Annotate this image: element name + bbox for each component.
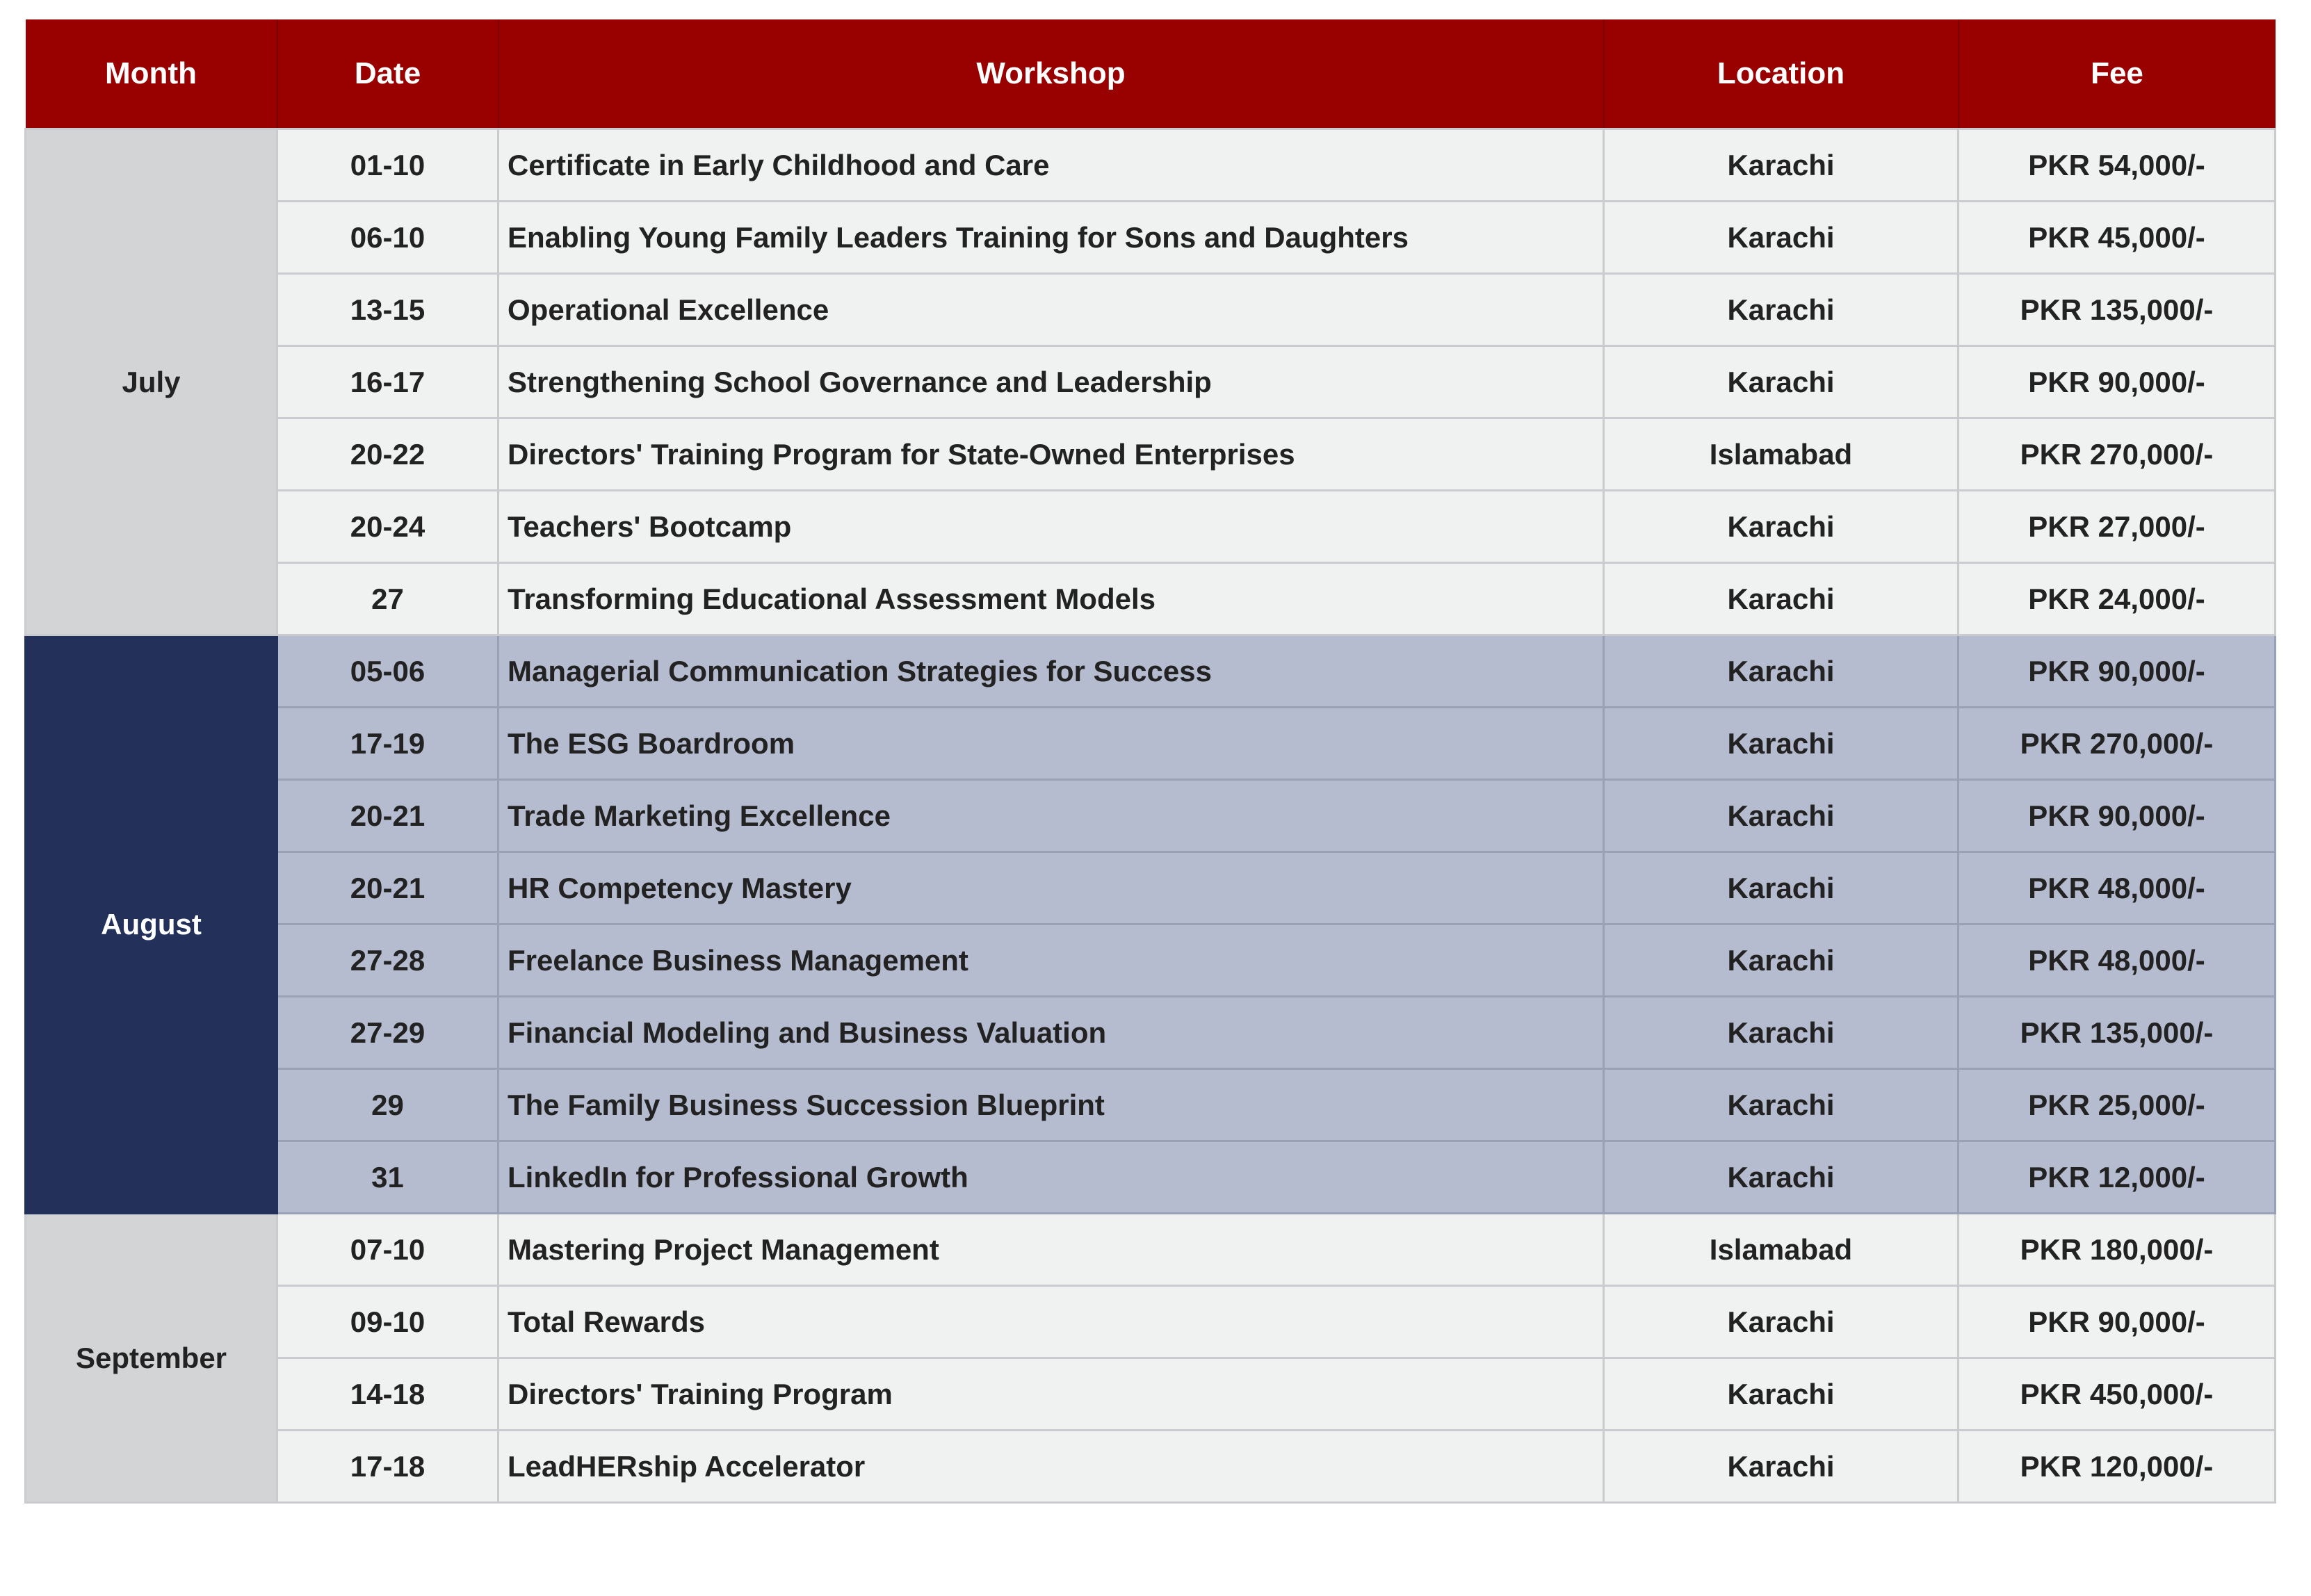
month-cell: July (26, 129, 277, 635)
workshop-cell: Mastering Project Management (498, 1214, 1604, 1286)
table-row (26, 852, 2276, 925)
date-cell: 17-19 (277, 708, 498, 780)
date-cell: 17-18 (277, 1431, 498, 1503)
table-row (26, 997, 2276, 1069)
workshop-cell: Transforming Educational Assessment Models (498, 563, 1604, 635)
workshop-cell: Financial Modeling and Business Valuation (498, 997, 1604, 1069)
date-cell: 13-15 (277, 274, 498, 346)
table-row (26, 780, 2276, 852)
table-row (26, 1069, 2276, 1141)
schedule-table (24, 19, 2276, 1504)
workshop-cell: Teachers' Bootcamp (498, 491, 1604, 563)
workshop-cell: Directors' Training Program (498, 1358, 1604, 1431)
location-cell: Karachi (1604, 129, 1959, 202)
fee-cell: PKR 48,000/- (1959, 925, 2276, 997)
date-cell: 20-21 (277, 780, 498, 852)
fee-cell: PKR 12,000/- (1959, 1141, 2276, 1214)
workshop-cell: The Family Business Succession Blueprint (498, 1069, 1604, 1141)
location-cell: Karachi (1604, 925, 1959, 997)
table-row (26, 274, 2276, 346)
date-cell: 06-10 (277, 202, 498, 274)
location-cell: Karachi (1604, 852, 1959, 925)
table-row (26, 1431, 2276, 1503)
table-row (26, 202, 2276, 274)
location-cell: Karachi (1604, 1069, 1959, 1141)
location-cell: Karachi (1604, 1286, 1959, 1358)
location-cell: Islamabad (1604, 1214, 1959, 1286)
location-cell: Karachi (1604, 1358, 1959, 1431)
date-cell: 09-10 (277, 1286, 498, 1358)
workshop-cell: LeadHERship Accelerator (498, 1431, 1604, 1503)
fee-cell: PKR 450,000/- (1959, 1358, 2276, 1431)
workshop-cell: Strengthening School Governance and Leadership (498, 346, 1604, 418)
location-cell: Karachi (1604, 563, 1959, 635)
workshop-cell: Freelance Business Management (498, 925, 1604, 997)
header-workshop: Workshop (498, 19, 1604, 129)
schedule-body (26, 129, 2276, 1503)
location-cell: Karachi (1604, 274, 1959, 346)
table-row (26, 346, 2276, 418)
workshop-cell: Directors' Training Program for State-Owned Enterprises (498, 418, 1604, 491)
location-cell: Karachi (1604, 780, 1959, 852)
date-cell: 20-24 (277, 491, 498, 563)
workshop-schedule (24, 19, 2274, 1504)
date-cell: 20-21 (277, 852, 498, 925)
date-cell: 07-10 (277, 1214, 498, 1286)
location-cell: Karachi (1604, 997, 1959, 1069)
fee-cell: PKR 27,000/- (1959, 491, 2276, 563)
fee-cell: PKR 54,000/- (1959, 129, 2276, 202)
workshop-cell: Enabling Young Family Leaders Training for Sons and Daughters (498, 202, 1604, 274)
fee-cell: PKR 270,000/- (1959, 418, 2276, 491)
table-row (26, 1141, 2276, 1214)
location-cell: Karachi (1604, 1141, 1959, 1214)
date-cell: 27 (277, 563, 498, 635)
date-cell: 01-10 (277, 129, 498, 202)
date-cell: 14-18 (277, 1358, 498, 1431)
workshop-cell: Total Rewards (498, 1286, 1604, 1358)
table-row (26, 1358, 2276, 1431)
location-cell: Karachi (1604, 708, 1959, 780)
location-cell: Karachi (1604, 346, 1959, 418)
fee-cell: PKR 45,000/- (1959, 202, 2276, 274)
location-cell: Islamabad (1604, 418, 1959, 491)
fee-cell: PKR 90,000/- (1959, 780, 2276, 852)
table-row (26, 635, 2276, 708)
workshop-cell: Operational Excellence (498, 274, 1604, 346)
fee-cell: PKR 48,000/- (1959, 852, 2276, 925)
fee-cell: PKR 90,000/- (1959, 346, 2276, 418)
fee-cell: PKR 90,000/- (1959, 635, 2276, 708)
date-cell: 27-29 (277, 997, 498, 1069)
workshop-cell: Managerial Communication Strategies for Success (498, 635, 1604, 708)
table-row (26, 925, 2276, 997)
workshop-cell: Certificate in Early Childhood and Care (498, 129, 1604, 202)
header-location: Location (1604, 19, 1959, 129)
date-cell: 31 (277, 1141, 498, 1214)
location-cell: Karachi (1604, 635, 1959, 708)
header-date: Date (277, 19, 498, 129)
header-row (26, 19, 2276, 129)
date-cell: 29 (277, 1069, 498, 1141)
date-cell: 20-22 (277, 418, 498, 491)
table-row (26, 1286, 2276, 1358)
table-row (26, 129, 2276, 202)
table-row (26, 563, 2276, 635)
fee-cell: PKR 90,000/- (1959, 1286, 2276, 1358)
fee-cell: PKR 25,000/- (1959, 1069, 2276, 1141)
location-cell: Karachi (1604, 491, 1959, 563)
workshop-cell: The ESG Boardroom (498, 708, 1604, 780)
date-cell: 05-06 (277, 635, 498, 708)
fee-cell: PKR 135,000/- (1959, 997, 2276, 1069)
workshop-cell: LinkedIn for Professional Growth (498, 1141, 1604, 1214)
location-cell: Karachi (1604, 202, 1959, 274)
fee-cell: PKR 120,000/- (1959, 1431, 2276, 1503)
date-cell: 27-28 (277, 925, 498, 997)
fee-cell: PKR 135,000/- (1959, 274, 2276, 346)
header-fee: Fee (1959, 19, 2276, 129)
table-row (26, 418, 2276, 491)
header-month: Month (26, 19, 277, 129)
table-row (26, 1214, 2276, 1286)
month-cell: September (26, 1214, 277, 1503)
month-cell: August (26, 635, 277, 1214)
table-row (26, 491, 2276, 563)
fee-cell: PKR 180,000/- (1959, 1214, 2276, 1286)
fee-cell: PKR 24,000/- (1959, 563, 2276, 635)
location-cell: Karachi (1604, 1431, 1959, 1503)
workshop-cell: HR Competency Mastery (498, 852, 1604, 925)
date-cell: 16-17 (277, 346, 498, 418)
fee-cell: PKR 270,000/- (1959, 708, 2276, 780)
table-row (26, 708, 2276, 780)
workshop-cell: Trade Marketing Excellence (498, 780, 1604, 852)
